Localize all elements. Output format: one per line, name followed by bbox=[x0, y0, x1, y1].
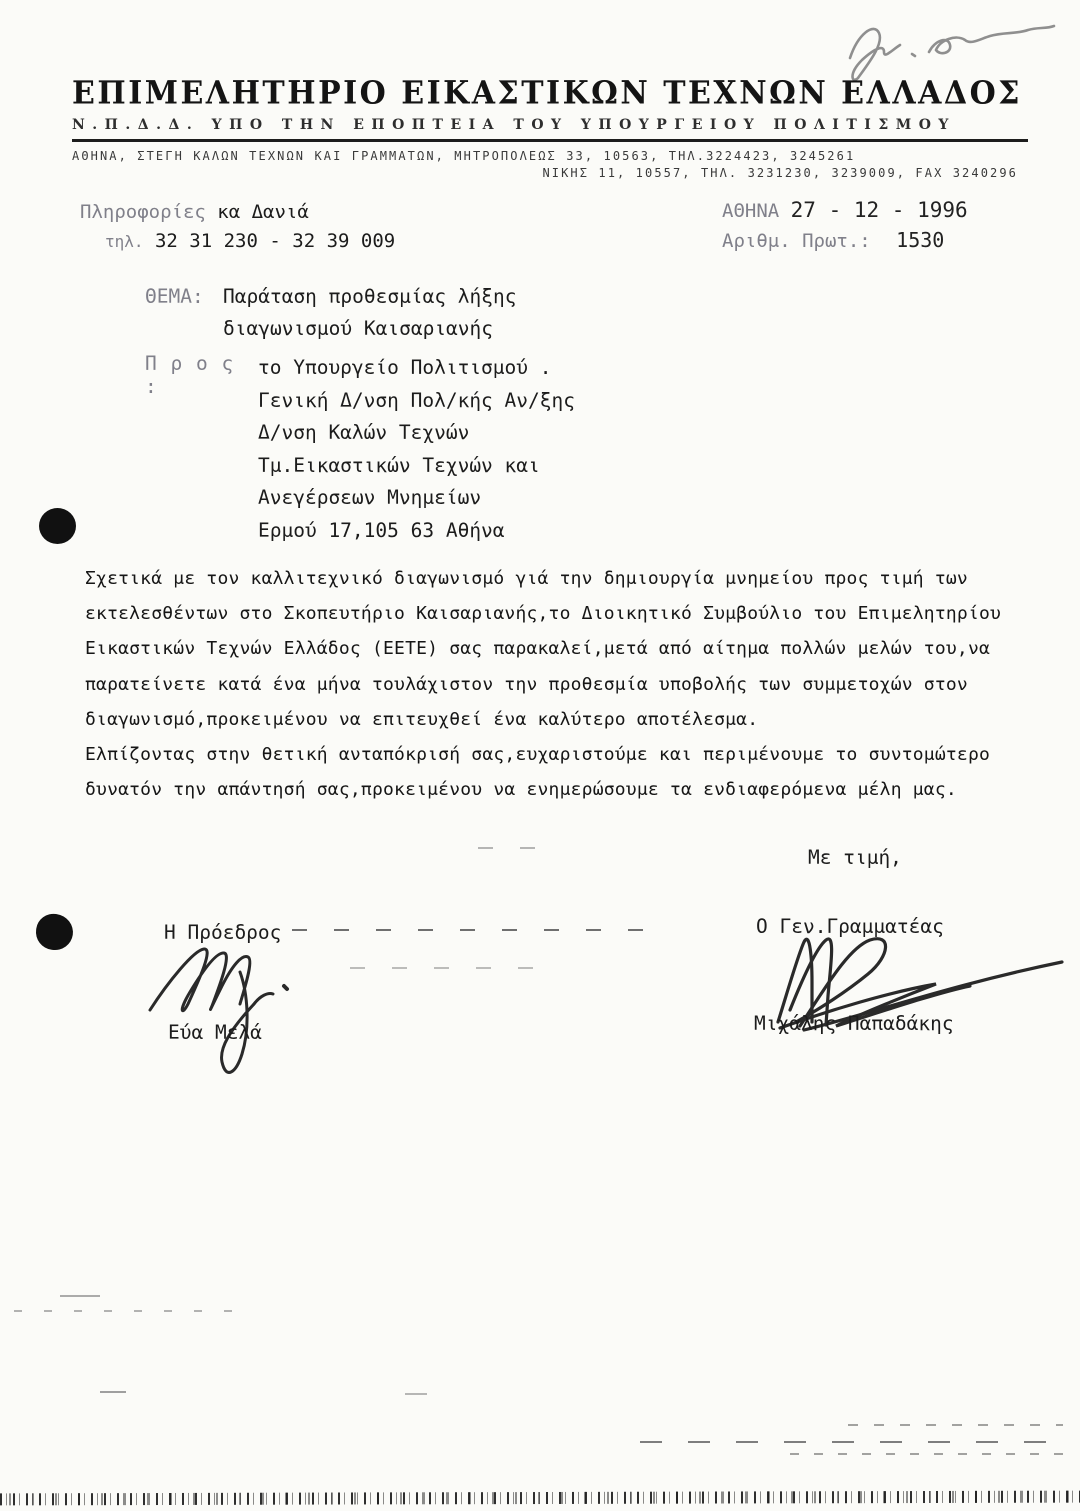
organization-address-line2: ΝΙΚΗΣ 11, 10557, ΤΗΛ. 3231230, 3239009, FAX 3240296 bbox=[542, 166, 1018, 180]
scan-dash-artifact bbox=[478, 847, 548, 849]
scan-dash-artifact bbox=[14, 1310, 244, 1312]
recipient-line: Ερμού 17,105 63 Αθήνα bbox=[258, 518, 505, 542]
letter-body bbox=[85, 561, 1030, 807]
protocol-row bbox=[722, 228, 968, 252]
body-line: παρατείνετε κατά ένα μήνα τουλάχιστον την προθεσμία υποβολής των συμμετοχών στον bbox=[85, 673, 968, 695]
letter-date: 27 - 12 - 1996 bbox=[790, 198, 968, 222]
recipient-line: Τμ.Εικαστικών Τεχνών και bbox=[258, 453, 540, 477]
body-line: Εικαστικών Τεχνών Ελλάδος (ΕΕΤΕ) σας παρακαλεί,μετά από αίτημα πολλών μελών του,να bbox=[85, 638, 991, 660]
recipient-line: Δ/νση Καλών Τεχνών bbox=[258, 421, 470, 445]
date-row bbox=[722, 198, 968, 222]
president-name: Εύα Μελά bbox=[168, 1021, 262, 1044]
recipient-line: Ανεγέρσεων Μνημείων bbox=[258, 486, 482, 510]
closing-salutation: Με τιμή, bbox=[808, 846, 902, 869]
phone-row bbox=[80, 230, 395, 252]
scan-dash-artifact bbox=[350, 967, 540, 969]
body-line: Ελπίζοντας στην θετική ανταπόκρισή σας,ευχαριστούμε και περιμένουμε το συντομώτερο bbox=[85, 744, 991, 766]
protocol-label: Αριθμ. Πρωτ.: bbox=[722, 230, 871, 252]
scan-dash-artifact bbox=[640, 1441, 1065, 1443]
contact-label: Πληροφορίες bbox=[80, 201, 206, 223]
subject-line: Παράταση προθεσμίας λήξης bbox=[223, 285, 517, 308]
body-line: εκτελεσθέντων στο Σκοπευτήριο Καισαριανής,το Διοικητικό Συμβούλιο του Επιμελητηρίου bbox=[85, 603, 1002, 625]
organization-name: ΕΠΙΜΕΛΗΤΗΡΙΟ ΕΙΚΑΣΤΙΚΩΝ ΤΕΧΝΩΝ ΕΛΛΑΔΟΣ bbox=[72, 75, 1022, 112]
recipient-line: το Υπουργείο Πολιτισμού . bbox=[258, 356, 552, 379]
president-signature bbox=[142, 942, 312, 1082]
date-protocol-block bbox=[722, 198, 968, 252]
scan-noise-band bbox=[0, 1491, 1080, 1506]
organization-address-line1: ΑΘΗΝΑ, ΣΤΕΓΗ ΚΑΛΩΝ ΤΕΧΝΩΝ ΚΑΙ ΓΡΑΜΜΑΤΩΝ, ΜΗΤΡΟΠΟΛΕΩΣ 33, 10563, ΤΗΛ.3224423, 3245261 bbox=[72, 149, 856, 163]
scan-dash-artifact bbox=[848, 1424, 1063, 1426]
organization-subtitle: Ν.Π.Δ.Δ. ΥΠΟ ΤΗΝ ΕΠΟΠΤΕΙΑ ΤΟΥ ΥΠΟΥΡΓΕΙΟΥ ΠΟΛΙΤΙΣΜΟΥ bbox=[72, 117, 1028, 142]
body-line: Σχετικά με τον καλλιτεχνικό διαγωνισμό γιά την δημιουργία μνημείου προς τιμή των bbox=[85, 568, 968, 589]
scan-dash-artifact bbox=[100, 1391, 126, 1393]
recipient-line: Γενική Δ/νση Πολ/κής Αν/ξης bbox=[258, 388, 575, 412]
secretary-title: Ο Γεν.Γραμματέας bbox=[756, 915, 944, 938]
president-title: Η Πρόεδρος bbox=[164, 921, 282, 944]
phone-label: τηλ. bbox=[105, 232, 144, 251]
scan-dash-artifact bbox=[60, 1295, 100, 1297]
handwritten-note-scribble bbox=[828, 12, 1068, 84]
hole-punch-mark bbox=[34, 912, 76, 953]
contact-row bbox=[80, 201, 395, 223]
scan-dash-artifact bbox=[405, 1393, 427, 1395]
subject-label: ΘΕΜΑ: bbox=[145, 285, 204, 308]
secretary-name: Μιχάλης Παπαδάκης bbox=[754, 1012, 954, 1035]
body-line: δυνατόν την απάντησή σας,προκειμένου να ενημερώσουμε τα ενδιαφερόμενα μέλη μας. bbox=[85, 779, 957, 801]
recipient-label: Π ρ ο ς : bbox=[145, 352, 235, 398]
letterhead bbox=[72, 76, 1028, 180]
subject-block bbox=[145, 281, 517, 345]
hole-punch-mark bbox=[39, 508, 76, 544]
body-line: διαγωνισμό,προκειμένου να επιτευχθεί ένα καλύτερο αποτέλεσμα. bbox=[85, 708, 759, 730]
contact-info-block bbox=[80, 201, 395, 252]
subject-line: διαγωνισμού Καισαριανής bbox=[223, 317, 494, 340]
protocol-number: 1530 bbox=[896, 228, 945, 252]
recipient-block bbox=[145, 352, 575, 548]
city-label: ΑΘΗΝΑ bbox=[722, 200, 780, 222]
scan-dash-artifact bbox=[292, 929, 648, 931]
contact-name: κα Δανιά bbox=[217, 201, 309, 223]
scan-dash-artifact bbox=[790, 1453, 1065, 1455]
phone-numbers: 32 31 230 - 32 39 009 bbox=[154, 230, 396, 252]
